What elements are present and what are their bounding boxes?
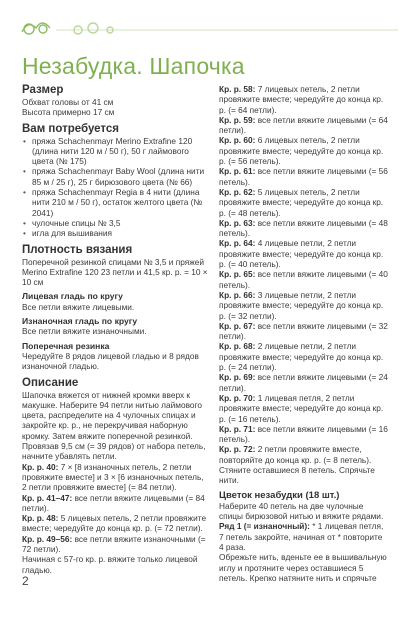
size-heading: Размер bbox=[22, 84, 64, 96]
flower-text: Наберите 40 петель на две чулочные спицы бирюзовой нитью и вяжите рядами. bbox=[219, 500, 384, 522]
row-instruction bbox=[219, 393, 389, 424]
row-instruction bbox=[22, 493, 209, 514]
size-line: Обхват головы от 41 см bbox=[22, 97, 114, 107]
row-instruction bbox=[219, 444, 389, 485]
description-text: Шапочка вяжется от нижней кромки вверх к макушке. Наберите 94 петли нитью лаймового цвета, распределите на 4 чулочных спицах и закройте кр. р., не перекручивая наборную кромку. Затем вяжите поперечной резинкой. Провязав 9,5 см (= 39 рядов) от набора петель, начните убавлять петли. bbox=[22, 389, 206, 462]
material-item: • пряжа Schachenmayr Baby Wool (длина нити 85 м / 25 г), 25 г бирюзового цвета (№ 66) bbox=[22, 166, 209, 187]
row-text: 5 лицевых петель, 2 петли провяжите вместе; чередуйте до конца кр. р. (= 48 петель). bbox=[219, 186, 384, 218]
row-label: Кр. р. 49–56: bbox=[22, 533, 73, 544]
row-text: все петли вяжите лицевыми (= 84 петли). bbox=[22, 492, 205, 513]
material-item: • чулочные спицы № 3,5 bbox=[22, 218, 209, 228]
row-text: * 1 лицевая петля, 7 петель закройте, начиная от * повторите 4 раза. bbox=[219, 521, 384, 553]
row-instruction bbox=[219, 521, 389, 552]
row-text: 7 × [8 изнаночных петель, 2 петли провяжите вместе] и 3 × [6 изнаночных петель, 2 петли провяжите вместе] (= 84 петли). bbox=[22, 461, 204, 493]
row-instruction bbox=[219, 238, 389, 269]
row-label: Кр. р. 40: bbox=[22, 461, 59, 472]
row-label: Кр. р. 66: bbox=[219, 289, 256, 300]
knitted-border-decoration bbox=[18, 10, 398, 40]
row-instruction bbox=[219, 341, 389, 372]
row-text: все петли вяжите лицевыми (= 56 петель). bbox=[219, 166, 388, 187]
row-text: 4 лицевые петли, 2 петли провяжите вместе; чередуйте до конца кр. р. (= 40 петель). bbox=[219, 238, 384, 270]
rib-title: Поперечная резинка bbox=[22, 340, 110, 351]
row-label: Кр. р. 62: bbox=[219, 186, 256, 197]
row-text: все петли вяжите лицевыми (= 40 петель). bbox=[219, 269, 388, 290]
row-label: Кр. р. 70: bbox=[219, 392, 256, 403]
row-text: 2 лицевые петли, 2 петли провяжите вместе; чередуйте до конца кр. р. (= 24 петли). bbox=[219, 341, 384, 373]
density-text: Поперечной резинкой спицами № 3,5 и пряжей Merino Extrafine 120 23 петли и 41,5 кр. р. = 10 × 10 см bbox=[22, 256, 208, 288]
row-instruction bbox=[22, 534, 209, 555]
row-instruction bbox=[219, 115, 389, 136]
round-reverse-title: Изнаночная гладь по кругу bbox=[22, 316, 138, 327]
row-text: все петли вяжите лицевыми (= 32 петли). bbox=[219, 320, 388, 342]
description-heading: Описание bbox=[22, 376, 79, 389]
row-instruction bbox=[219, 290, 389, 321]
row-label: Кр. р. 48: bbox=[22, 513, 59, 524]
row-label: Кр. р. 59: bbox=[219, 114, 256, 125]
rib-text: Чередуйте 8 рядов лицевой гладью и 8 рядов изнаночной гладью. bbox=[22, 350, 199, 372]
row-instruction bbox=[219, 187, 389, 218]
row-text: все петли вяжите лицевыми (= 16 петель). bbox=[219, 423, 388, 445]
row-instruction bbox=[219, 321, 389, 342]
row-text: все петли вяжите лицевыми (= 48 петель). bbox=[219, 217, 388, 239]
flower-end-text: Обрежьте нить, вденьте ее в вышивальную иглу и протяните через оставшиеся 5 петель. Крепко натяните нить и спрячьте bbox=[219, 552, 387, 583]
row-label: Кр. р. 63: bbox=[219, 217, 256, 228]
row-label: Кр. р. 67: bbox=[219, 320, 256, 331]
row-text: 3 лицевые петли, 2 петли провяжите вместе; чередуйте до конца кр. р. (= 32 петли). bbox=[219, 289, 384, 321]
row-text: 5 лицевых петель, 2 петли провяжите вместе; чередуйте до конца кр. р. (= 72 петли). bbox=[22, 513, 207, 534]
row-text: все петли вяжите лицевыми (= 64 петли). bbox=[219, 114, 388, 136]
page-title: Незабудка. Шапочка bbox=[22, 53, 245, 79]
row-text: все петли вяжите лицевыми (= 24 петли). bbox=[219, 372, 388, 393]
row-label: Кр. р. 61: bbox=[219, 166, 256, 177]
row-text: 1 лицевая петля, 2 петли провяжите вместе; чередуйте до конца кр. р. (= 16 петель). bbox=[219, 392, 384, 424]
flower-title: Цветок незабудки (18 шт.) bbox=[219, 489, 340, 501]
row-label: Кр. р. 69: bbox=[219, 372, 256, 383]
row-label: Кр. р. 60: bbox=[219, 135, 256, 146]
closing-text: Начиная с 57-го кр. р. вяжите только лицевой гладью. bbox=[22, 554, 198, 575]
round-reverse-text: Все петли вяжите изнаночными. bbox=[22, 326, 147, 337]
row-instruction bbox=[22, 462, 209, 493]
material-item: • игла для вышивания bbox=[22, 228, 209, 238]
row-text: все петли вяжите изнаночными (= 72 петли). bbox=[22, 533, 206, 554]
row-instruction bbox=[219, 166, 389, 187]
density-heading: Плотность вязания bbox=[22, 243, 133, 256]
material-item: • пряжа Schachenmayr Merino Extrafine 120 (длина нити 120 м / 50 г), 50 г лаймового цвета (№ 175) bbox=[22, 136, 209, 167]
page-number: 2 bbox=[22, 574, 29, 588]
material-item: • пряжа Schachenmayr Regia в 4 нити (длина нити 210 м / 50 г), остаток желтого цвета (№ 2041) bbox=[22, 187, 209, 218]
row-label: Кр. р. 68: bbox=[219, 341, 256, 352]
left-column bbox=[22, 84, 209, 575]
row-instruction bbox=[219, 135, 389, 166]
round-stockinette-title: Лицевая гладь по кругу bbox=[22, 291, 123, 302]
row-instruction bbox=[219, 269, 389, 290]
row-label: Ряд 1 (= изнаночный): bbox=[219, 521, 310, 532]
row-instruction bbox=[219, 372, 389, 393]
materials-heading: Вам потребуется bbox=[22, 122, 120, 135]
round-stockinette-text: Все петли вяжите лицевыми. bbox=[22, 301, 135, 312]
row-instruction bbox=[219, 424, 389, 445]
row-label: Кр. р. 72: bbox=[219, 444, 256, 455]
row-instruction bbox=[219, 218, 389, 239]
row-text: 7 лицевых петель, 2 петли провяжите вместе; чередуйте до конца кр. р. (= 64 петли). bbox=[219, 84, 384, 115]
size-line: Высота примерно 17 см bbox=[22, 107, 115, 118]
row-label: Кр. р. 65: bbox=[219, 269, 256, 280]
row-label: Кр. р. 71: bbox=[219, 423, 256, 434]
row-instruction bbox=[22, 513, 209, 534]
row-label: Кр. р. 64: bbox=[219, 238, 256, 249]
right-column bbox=[219, 84, 389, 583]
row-label: Кр. р. 41–47: bbox=[22, 492, 73, 503]
row-label: Кр. р. 58: bbox=[219, 84, 256, 94]
row-text: 6 лицевых петель, 2 петли провяжите вместе; чередуйте до конца кр. р. (= 56 петель). bbox=[219, 135, 384, 167]
row-text: 2 петли провяжите вместе, повторяйте до конца кр. р. (= 8 петель). Стяните оставшиеся 8 петель. Спрячьте нити. bbox=[219, 444, 375, 486]
row-instruction bbox=[219, 84, 389, 115]
